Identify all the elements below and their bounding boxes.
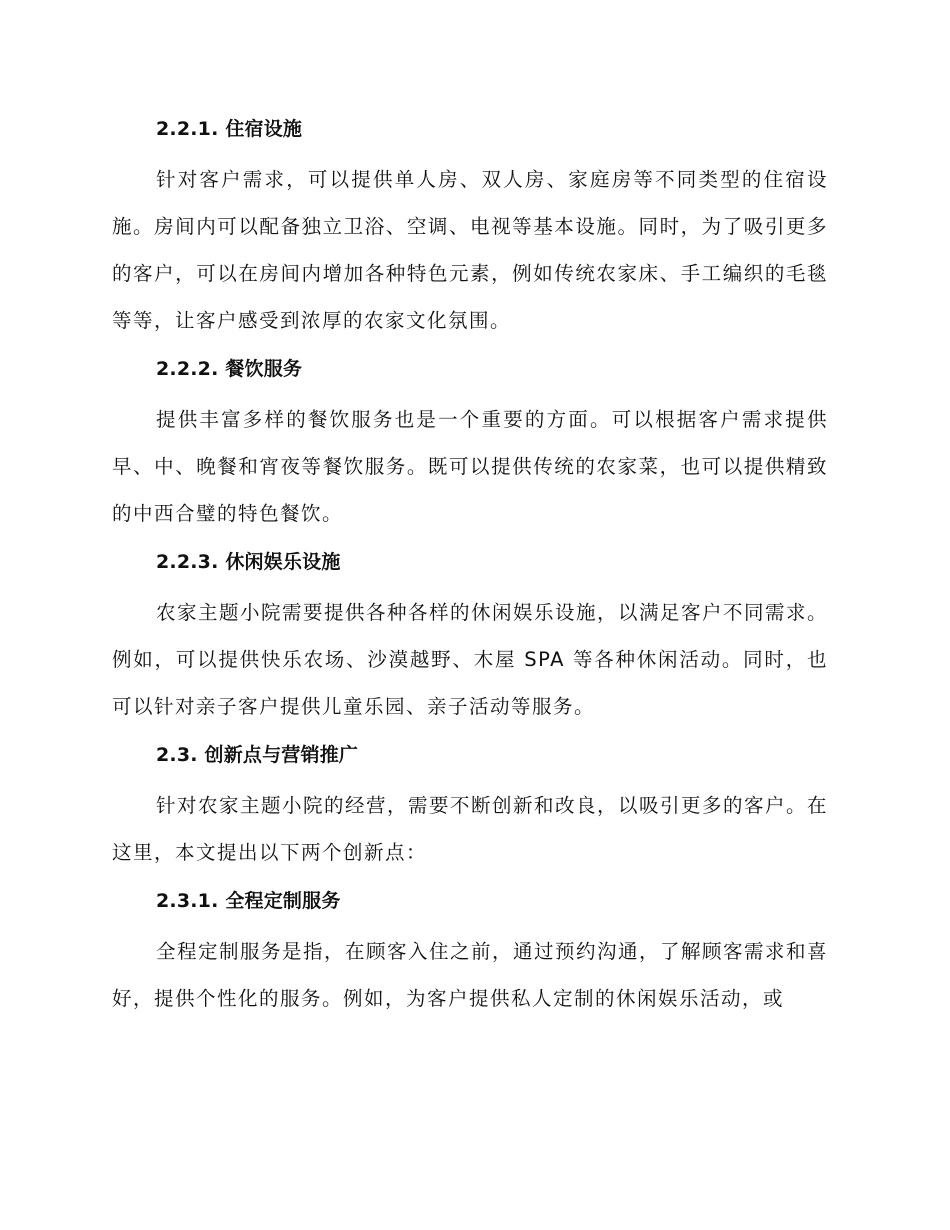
section-paragraph-2-2-2: 提供丰富多样的餐饮服务也是一个重要的方面。可以根据客户需求提供早、中、晚餐和宵夜等餐饮服务。既可以提供传统的农家菜，也可以提供精致的中西合璧的特色餐饮。 xyxy=(112,408,828,525)
document-body xyxy=(112,110,828,1028)
section-heading-2-2-2: 2.2.2. 餐饮服务 xyxy=(156,358,303,380)
section-paragraph-2-3-1: 全程定制服务是指，在顾客入住之前，通过预约沟通，了解顾客需求和喜好，提供个性化的服务。例如，为客户提供私人定制的休闲娱乐活动，或 xyxy=(112,940,829,1010)
section-heading-2-2-1: 2.2.1. 住宿设施 xyxy=(156,118,303,140)
section-heading-2-3-1: 2.3.1. 全程定制服务 xyxy=(156,890,341,912)
section-heading-2-2-3: 2.2.3. 休闲娱乐设施 xyxy=(156,551,341,573)
section-heading-2-3: 2.3. 创新点与营销推广 xyxy=(156,744,359,766)
section-paragraph-2-2-3: 农家主题小院需要提供各种各样的休闲娱乐设施，以满足客户不同需求。例如，可以提供快乐农场、沙漠越野、木屋 SPA 等各种休闲活动。同时，也可以针对亲子客户提供儿童乐园、亲子活动等服务。 xyxy=(112,601,829,718)
section-paragraph-2-2-1: 针对客户需求，可以提供单人房、双人房、家庭房等不同类型的住宿设施。房间内可以配备独立卫浴、空调、电视等基本设施。同时，为了吸引更多的客户，可以在房间内增加各种特色元素，例如传统农家床、手工编织的毛毯等等，让客户感受到浓厚的农家文化氛围。 xyxy=(112,168,828,332)
section-paragraph-2-3: 针对农家主题小院的经营，需要不断创新和改良，以吸引更多的客户。在这里，本文提出以下两个创新点： xyxy=(112,794,829,864)
